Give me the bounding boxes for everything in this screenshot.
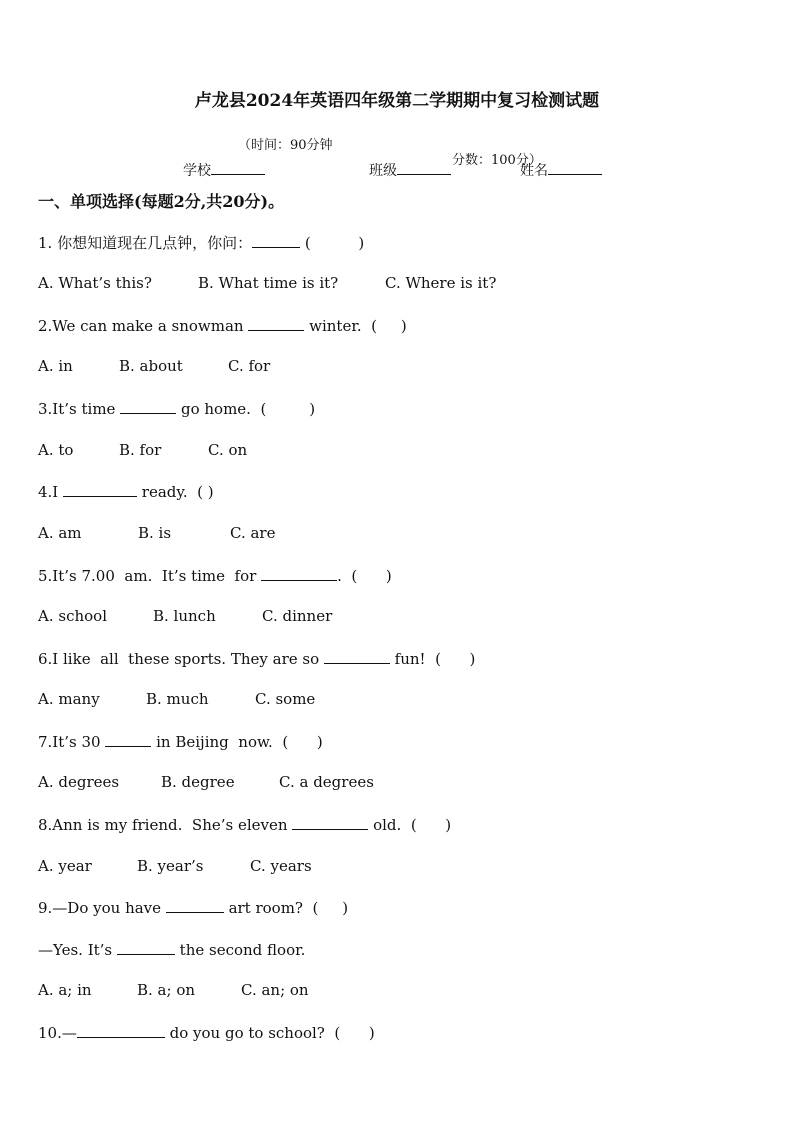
exam-score: 分数：100分） [452,153,542,168]
question-8 [38,815,451,834]
question-stem-after: art room? ( ) [223,899,349,917]
option-a[interactable]: A. year [38,857,92,875]
options-4 [38,524,275,542]
options-5 [38,607,332,625]
question-stem-before: 2.We can make a snowman [38,317,249,335]
options-9 [38,981,309,999]
exam-title: 卢龙县2024年英语四年级第二学期期中复习检测试题 [194,91,600,111]
option-b[interactable]: B. about [119,357,183,375]
answer-blank[interactable] [105,732,151,747]
section-heading: 一、单项选择(每题2分,共20分)。 [38,192,285,211]
school-blank[interactable] [211,160,265,175]
options-3 [38,441,247,459]
options-6 [38,690,315,708]
option-a[interactable]: A. in [38,357,73,375]
answer-blank[interactable] [252,233,300,248]
question-stem-after: in Beijing now. ( ) [151,733,323,751]
class-field [369,160,451,180]
name-field [520,160,602,180]
option-a[interactable]: A. school [38,607,107,625]
question-stem-before: 6.I like all these sports. They are so [38,650,324,668]
question-stem-after: ( ) [300,234,365,252]
question-stem-after: go home. ( ) [176,400,316,418]
question-stem-before: 5.It’s 7.00 am. It’s time for [38,567,262,585]
option-b[interactable]: B. a; on [137,981,196,999]
option-c[interactable]: C. for [228,357,271,375]
options-8 [38,857,312,875]
exam-time: （时间：90分钟 [238,138,333,153]
option-a[interactable]: A. am [38,524,82,542]
option-c[interactable]: C. an; on [241,981,309,999]
question-stem-before: 10.— [38,1024,77,1042]
question-stem-after: . ( ) [337,567,392,585]
option-c[interactable]: C. a degrees [279,773,374,791]
question-line2-before: —Yes. It’s [38,941,117,959]
school-label: 学校 [183,163,211,179]
answer-blank[interactable] [166,898,224,913]
question-stem-before: 8.Ann is my friend. She’s eleven [38,816,293,834]
option-a[interactable]: A. What’s this? [38,274,152,292]
question-stem-before: 7.It’s 30 [38,733,106,751]
question-5 [38,566,392,585]
answer-blank[interactable] [120,399,176,414]
option-a[interactable]: A. many [38,690,100,708]
option-b[interactable]: B. year’s [137,857,204,875]
option-b[interactable]: B. is [138,524,172,542]
option-a[interactable]: A. to [38,441,74,459]
option-c[interactable]: C. on [208,441,248,459]
question-9-line-2 [38,940,305,959]
option-c[interactable]: C. are [230,524,276,542]
option-c[interactable]: C. some [255,690,316,708]
question-9 [38,898,348,917]
answer-blank[interactable] [63,482,137,497]
option-b[interactable]: B. What time is it? [198,274,339,292]
option-b[interactable]: B. for [119,441,162,459]
options-1 [38,274,496,292]
question-stem-after: do you go to school? ( ) [164,1024,375,1042]
name-label: 姓名 [520,163,548,179]
question-stem-after: old. ( ) [368,816,452,834]
option-a[interactable]: A. a; in [38,981,92,999]
name-blank[interactable] [548,160,602,175]
question-stem-before: 3.It’s time [38,400,121,418]
option-b[interactable]: B. degree [161,773,235,791]
option-b[interactable]: B. much [146,690,209,708]
question-stem-before: 4.I [38,483,64,501]
question-stem-after: ready. ( ) [137,483,214,501]
options-7 [38,773,374,791]
question-stem-after: winter. ( ) [304,317,407,335]
option-c[interactable]: C. dinner [262,607,333,625]
answer-blank[interactable] [292,815,368,830]
answer-blank[interactable] [77,1023,165,1038]
option-c[interactable]: C. years [250,857,312,875]
question-10 [38,1023,375,1042]
question-3 [38,399,315,418]
question-7 [38,732,323,751]
option-b[interactable]: B. lunch [153,607,216,625]
answer-blank[interactable] [117,940,175,955]
question-stem-before: 1. 你想知道现在几点钟，你问： [38,234,253,252]
option-c[interactable]: C. Where is it? [385,274,497,292]
school-field [183,160,265,180]
answer-blank[interactable] [261,566,337,581]
question-stem-before: 9.—Do you have [38,899,166,917]
answer-blank[interactable] [324,649,390,664]
question-4 [38,482,214,501]
question-stem-after: fun! ( ) [389,650,476,668]
option-a[interactable]: A. degrees [38,773,120,791]
question-1 [38,232,364,253]
class-blank[interactable] [397,160,451,175]
answer-blank[interactable] [248,316,304,331]
question-line2-after: the second floor. [174,941,306,959]
question-6 [38,649,475,668]
class-label: 班级 [369,163,397,179]
options-2 [38,357,270,375]
question-2 [38,316,407,335]
